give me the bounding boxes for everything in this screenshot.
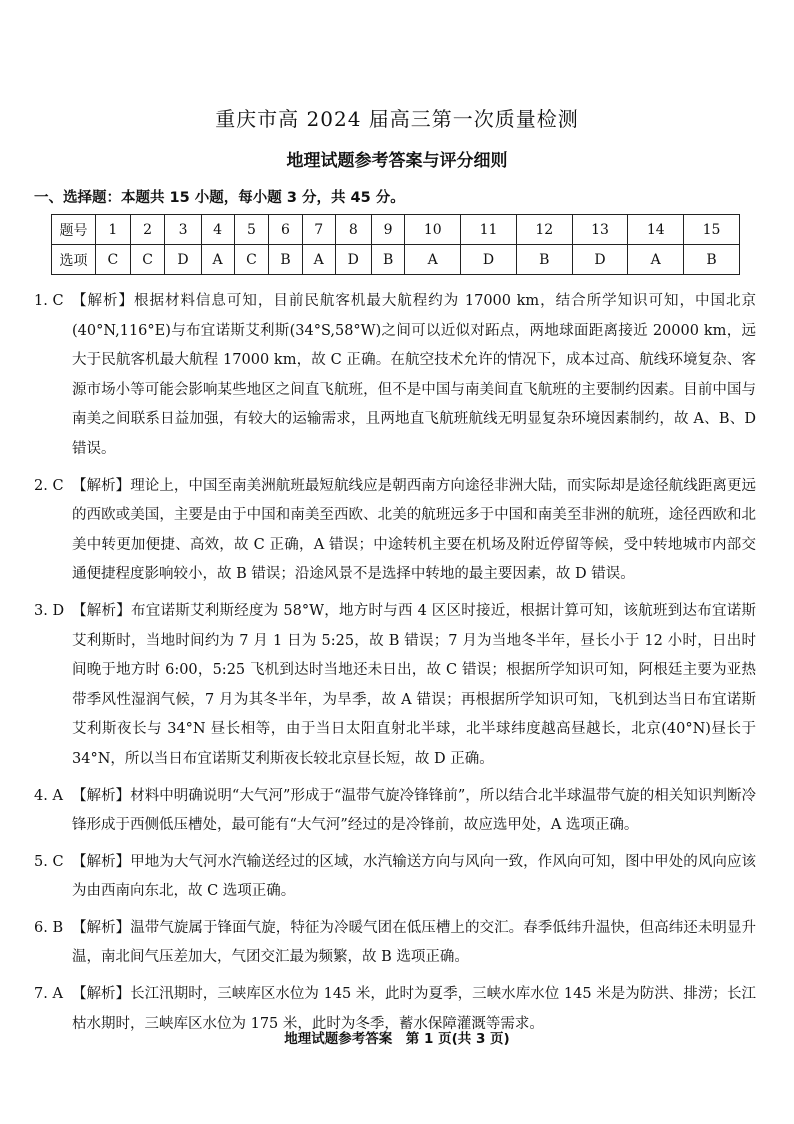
question-number-cell: 5: [234, 215, 269, 245]
answer-cell: B: [371, 245, 404, 275]
explanation-number: 2. C: [34, 477, 64, 494]
question-number-cell: 11: [461, 215, 517, 245]
explanation-number: 1. C: [34, 293, 64, 309]
question-number-cell: 14: [628, 215, 684, 245]
answer-cell: D: [165, 245, 201, 275]
explanation-text: 材料中明确说明“大气河”形成于“温带气旋冷锋锋前”，所以结合北半球温带气旋的相关知识判断冷锋形成于西侧低压槽处，最可能有“大气河”经过的是冷锋前，故应选甲处，A 选项正确。: [72, 787, 756, 834]
document-subtitle: 地理试题参考答案与评分细则: [286, 151, 508, 171]
question-number-cell: 3: [165, 215, 201, 245]
answer-cell: C: [96, 245, 131, 275]
explanation-text: 温带气旋属于锋面气旋，特征为冷暖气团在低压槽上的交汇。春季低纬升温快，但高纬还未明显升温，南北间气压差加大，气团交汇最为频繁，故 B 选项正确。: [72, 919, 756, 966]
answer-cell: A: [628, 245, 684, 275]
question-number-cell: 15: [684, 215, 740, 245]
question-number-cell: 12: [516, 215, 572, 245]
question-number-cell: 4: [201, 215, 234, 245]
question-number-cell: 13: [572, 215, 628, 245]
question-number-cell: 1: [96, 215, 131, 245]
answer-cell: B: [269, 245, 302, 275]
analysis-tag: 【解析】: [72, 853, 131, 870]
answer-cell: A: [201, 245, 234, 275]
explanation-item: [34, 848, 756, 907]
explanation-item: [34, 782, 756, 841]
document-title: 重庆市高 2024 届高三第一次质量检测: [215, 107, 579, 131]
explanation-text: 理论上，中国至南美洲航班最短航线应是朝西南方向途径非洲大陆，而实际却是途径航线距离更远的西欧或美国，主要是由于中国和南美至西欧、北美的航班远多于中国和南美至非洲的航班，途径西欧和北美中转更加便捷、高效，故 C 正确，A 错误；中途转机主要在机场及附近停留等候，受中转地城市内部交通便捷程度影响较小，故 B 错误；沿途风景不是选择中转地的最主要因素，故 D 错误。: [72, 477, 756, 583]
explanation-text: 甲地为大气河水汽输送经过的区域，水汽输送方向与风向一致，作风向可知，图中甲处的风向应该为由西南向东北，故 C 选项正确。: [72, 853, 756, 900]
explanation-item: [34, 597, 756, 775]
explanation-item: [34, 914, 756, 973]
row-label-answer: 选项: [52, 245, 96, 275]
analysis-tag: 【解析】: [72, 293, 134, 309]
analysis-tag: 【解析】: [72, 986, 131, 1003]
page-footer: 地理试题参考答案 第 1 页(共 3 页): [284, 1031, 510, 1047]
explanation-text: 布宜诺斯艾利斯经度为 58°W，地方时与西 4 区区时接近，根据计算可知，该航班到达布宜诺斯艾利斯时，当地时间约为 7 月 1 日为 5:25，故 B 错误；7 月为当地冬半年，昼长小于 12 小时，日出时间晚于地方时 6:00，5:25 飞机到达时当地还未日出，故 C 错误；根据所学知识可知，阿根廷主要为亚热带季风性湿润气候，7 月为其冬半年，为旱季，故 A 错误；再根据所学知识可知，飞机到达当日布宜诺斯艾利斯夜长与 34°N 昼长相等，由于当日太阳直射北半球，北半球纬度越高昼越长，北京(40°N)昼长于 34°N，所以当日布宜诺斯艾利斯夜长较北京昼长短，故 D 正确。: [72, 602, 757, 767]
answer-cell: D: [572, 245, 628, 275]
answer-cell: A: [302, 245, 335, 275]
explanation-number: 4. A: [34, 787, 63, 804]
explanation-text: 长江汛期时，三峡库区水位为 145 米，此时为夏季，三峡水库水位 145 米是为防洪、排涝；长江枯水期时，三峡库区水位为 175 米，此时为冬季，蓄水保障灌溉等需求。: [72, 986, 756, 1032]
analysis-tag: 【解析】: [72, 477, 131, 494]
answer-cell: B: [684, 245, 740, 275]
analysis-tag: 【解析】: [72, 787, 131, 804]
row-label-number: 题号: [52, 215, 96, 245]
question-number-cell: 9: [371, 215, 404, 245]
answer-cell: C: [234, 245, 269, 275]
answer-cell: D: [335, 245, 371, 275]
answer-cell: C: [130, 245, 165, 275]
analysis-tag: 【解析】: [72, 919, 131, 936]
explanation-item: [34, 472, 756, 590]
answer-table-number-row: [52, 215, 740, 245]
question-number-cell: 7: [302, 215, 335, 245]
answer-cell: D: [461, 245, 517, 275]
explanation-number: 3. D: [34, 602, 65, 619]
answer-cell: A: [405, 245, 461, 275]
question-number-cell: 2: [130, 215, 165, 245]
analysis-tag: 【解析】: [72, 602, 132, 619]
answer-table: [51, 214, 740, 275]
question-number-cell: 10: [405, 215, 461, 245]
answer-cell: B: [516, 245, 572, 275]
section-heading: 一、选择题：本题共 15 小题，每小题 3 分，共 45 分。: [34, 190, 405, 206]
explanation-text: 根据材料信息可知，目前民航客机最大航程约为 17000 km，结合所学知识可知，中国北京(40°N,116°E)与布宜诺斯艾利斯(34°S,58°W)之间可以近似对跖点，两地球面距离接近 20000 km，远大于民航客机最大航程 17000 km，故 C 正确。在航空技术允许的情况下，成本过高、航线环境复杂、客源市场小等可能会影响某些地区之间直飞航班，但不是中国与南美间直飞航班的主要制约因素。目前中国与南美之间联系日益加强，有较大的运输需求，且两地直飞航班航线无明显复杂环境因素制约，故 A、B、D 错误。: [72, 293, 756, 457]
explanation-item: [34, 287, 756, 465]
explanation-list: [34, 287, 756, 1046]
explanation-number: 7. A: [34, 986, 63, 1003]
question-number-cell: 8: [335, 215, 371, 245]
explanation-number: 5. C: [34, 853, 64, 870]
explanation-number: 6. B: [34, 919, 64, 936]
question-number-cell: 6: [269, 215, 302, 245]
answer-table-answer-row: [52, 245, 740, 275]
